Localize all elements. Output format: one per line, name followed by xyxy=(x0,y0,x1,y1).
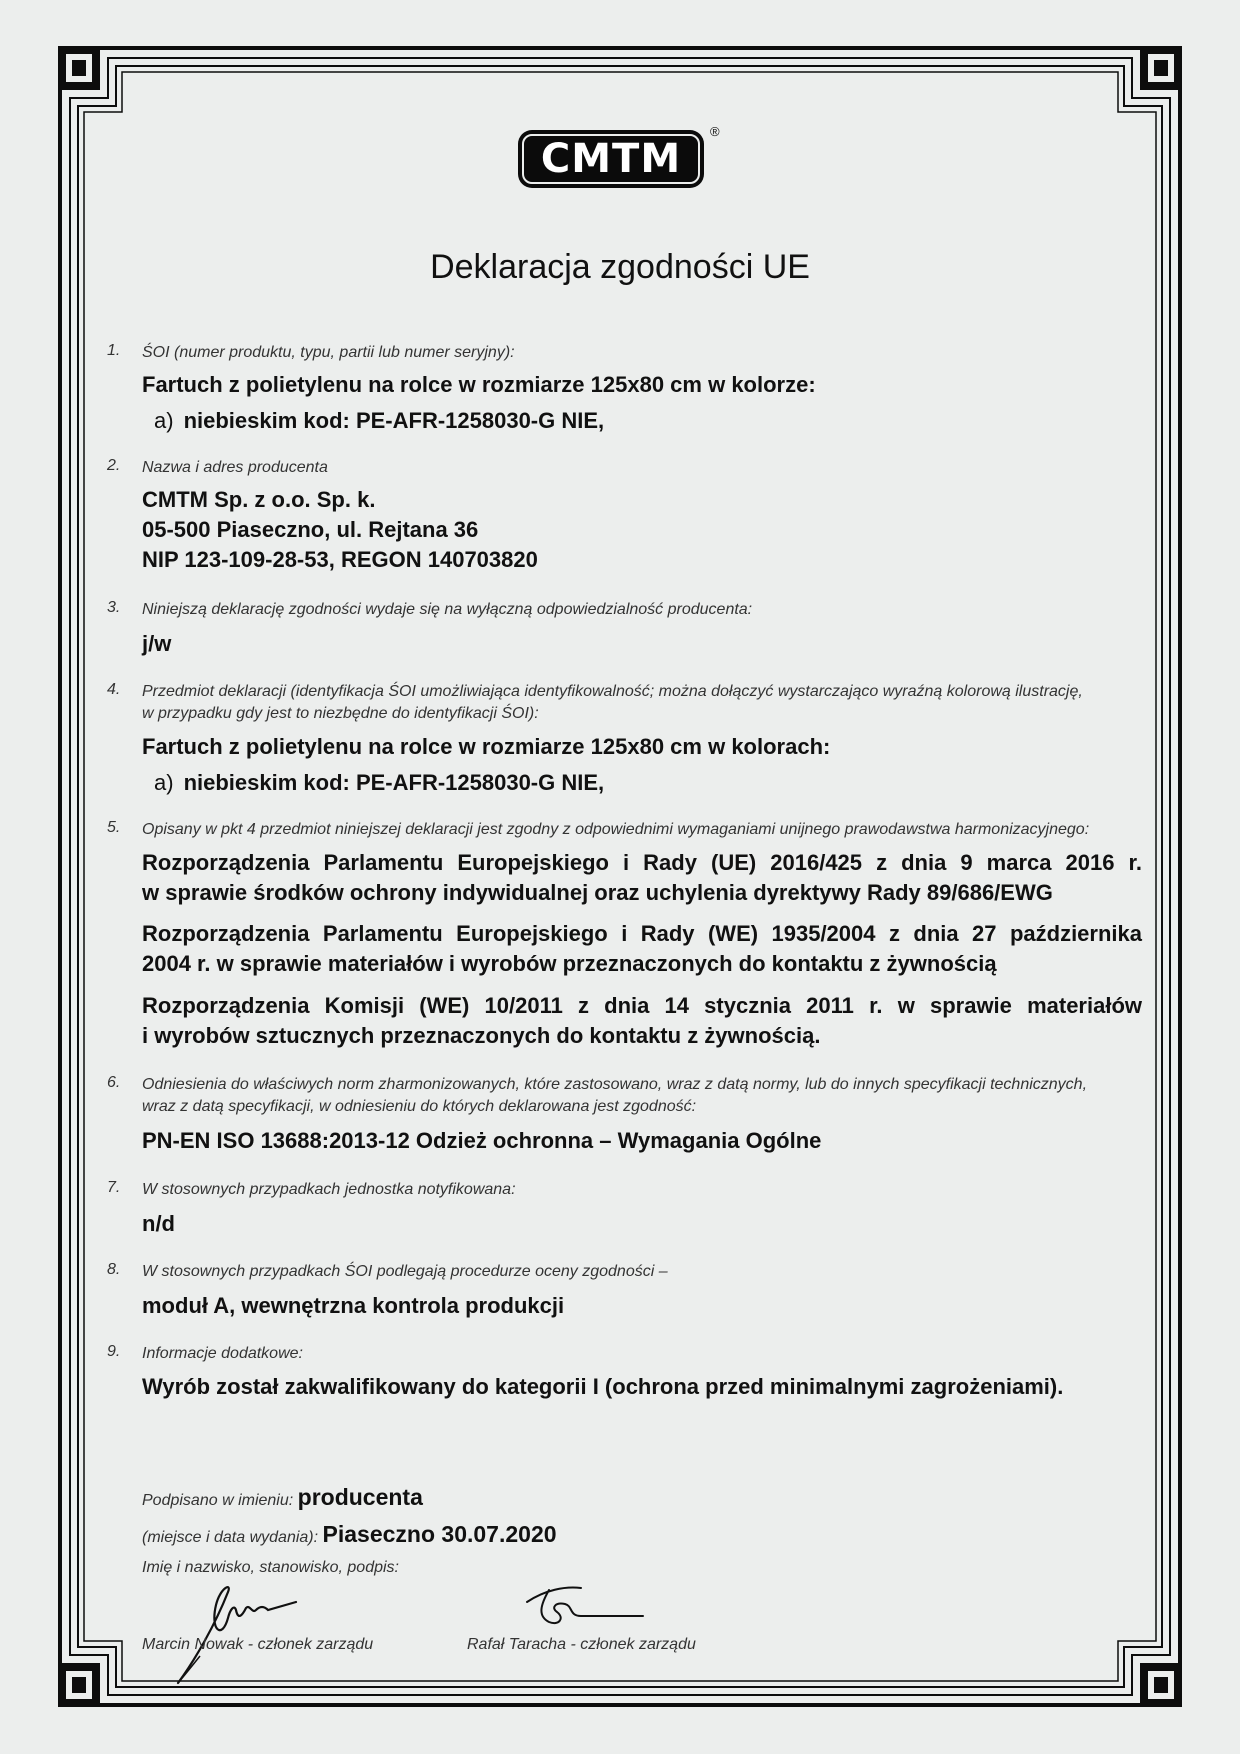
declaration-variant xyxy=(154,768,1154,798)
section-label: Opisany w pkt 4 przedmiot niniejszej deklaracji jest zgodny z odpowiednimi wymaganiami unijnego prawodawstwa harmonizacyjnego: xyxy=(142,821,1090,838)
section-label-line-1: Odniesienia do właściwych norm zharmonizowanych, które zastosowano, wraz z datą normy, lub do innych specyfikacji technicznych, xyxy=(142,1076,1088,1093)
signed-on-behalf xyxy=(142,1484,423,1511)
producer-tax-ids: NIP 123-109-28-53, REGON 140703820 xyxy=(142,547,538,572)
variant-letter: a) xyxy=(154,408,174,433)
variant-code: niebieskim kod: PE-AFR-1258030-G NIE, xyxy=(183,408,605,433)
section-number: 8. xyxy=(107,1261,121,1278)
section-number: 4. xyxy=(107,681,121,698)
company-logo xyxy=(518,124,720,192)
regulation-3-line-2: i wyrobów sztucznych przeznaczonych do kontaktu z żywnością. xyxy=(142,1023,821,1048)
section-number: 6. xyxy=(107,1074,121,1091)
name-position-label: Imię i nazwisko, stanowisko, podpis: xyxy=(142,1559,399,1576)
regulation-3-line-1: Rozporządzenia Komisji (WE) 10/2011 z dnia 14 stycznia 2011 r. w sprawie materiałów xyxy=(142,993,1142,1018)
section-number: 5. xyxy=(107,819,121,836)
regulation-1-line-1: Rozporządzenia Parlamentu Europejskiego i Rady (UE) 2016/425 z dnia 9 marca 2016 r. xyxy=(142,850,1142,875)
logo-text: CMTM xyxy=(540,136,682,182)
section-number: 1. xyxy=(107,342,121,359)
place-and-date xyxy=(142,1521,557,1548)
section-label: Nazwa i adres producenta xyxy=(142,459,328,476)
section-label: ŚOI (numer produktu, typu, partii lub numer seryjny): xyxy=(142,344,515,361)
place-label: (miejsce i data wydania): xyxy=(142,1529,319,1546)
on-behalf-label: Podpisano w imieniu: xyxy=(142,1492,294,1509)
section-number: 9. xyxy=(107,1343,121,1360)
product-description: Fartuch z polietylenu na rolce w rozmiarze 125x80 cm w kolorze: xyxy=(142,372,816,397)
regulation-1-line-2: w sprawie środków ochrony indywidualnej oraz uchylenia dyrektywy Rady 89/686/EWG xyxy=(142,880,1053,905)
section-label-line-1: Przedmiot deklaracji (identyfikacja ŚOI umożliwiająca identyfikowalność; można dołączyć wystarczająco wyraźną kolorową ilustrację, xyxy=(142,683,1083,700)
product-variant xyxy=(154,406,1154,436)
regulation-2-line-2: 2004 r. w sprawie materiałów i wyrobów przeznaczonych do kontaktu z żywnością xyxy=(142,951,997,976)
section-number: 7. xyxy=(107,1179,121,1196)
producer-name: CMTM Sp. z o.o. Sp. k. xyxy=(142,487,376,512)
section-label: W stosownych przypadkach jednostka notyfikowana: xyxy=(142,1181,516,1198)
responsibility-value: j/w xyxy=(142,631,172,656)
place-value: Piaseczno 30.07.2020 xyxy=(322,1521,557,1547)
declaration-subject: Fartuch z polietylenu na rolce w rozmiarze 125x80 cm w kolorach: xyxy=(142,734,831,759)
conformity-procedure: moduł A, wewnętrzna kontrola produkcji xyxy=(142,1293,565,1318)
regulation-2-line-1: Rozporządzenia Parlamentu Europejskiego i Rady (WE) 1935/2004 z dnia 27 października xyxy=(142,921,1142,946)
registered-mark: ® xyxy=(710,124,720,139)
variant-code: niebieskim kod: PE-AFR-1258030-G NIE, xyxy=(183,770,605,795)
section-number: 3. xyxy=(107,599,121,616)
section-label: Niniejszą deklarację zgodności wydaje się na wyłączną odpowiedzialność producenta: xyxy=(142,601,753,618)
signatory-1-name: Marcin Nowak - członek zarządu xyxy=(142,1636,374,1653)
section-label-line-2: wraz z datą specyfikacji, w odniesieniu do których deklarowana jest zgodność: xyxy=(142,1098,697,1115)
variant-letter: a) xyxy=(154,770,174,795)
page-title: Deklaracja zgodności UE xyxy=(430,248,810,286)
signature-rafal-taracha xyxy=(525,1582,645,1632)
notified-body-value: n/d xyxy=(142,1211,175,1236)
section-label-line-2: w przypadku gdy jest to niezbędne do identyfikacji ŚOI): xyxy=(142,705,539,722)
section-label: Informacje dodatkowe: xyxy=(142,1345,303,1362)
additional-info: Wyrób został zakwalifikowany do kategorii I (ochrona przed minimalnymi zagrożeniami). xyxy=(142,1374,1064,1399)
on-behalf-value: producenta xyxy=(297,1484,423,1510)
section-number: 2. xyxy=(107,457,121,474)
standards-reference: PN-EN ISO 13688:2013-12 Odzież ochronna – Wymagania Ogólne xyxy=(142,1128,822,1153)
signature-marcin-nowak xyxy=(170,1580,310,1690)
producer-address: 05-500 Piaseczno, ul. Rejtana 36 xyxy=(142,517,479,542)
signatory-2-name: Rafał Taracha - członek zarządu xyxy=(467,1636,696,1653)
section-label: W stosownych przypadkach ŚOI podlegają procedurze oceny zgodności – xyxy=(142,1263,668,1280)
